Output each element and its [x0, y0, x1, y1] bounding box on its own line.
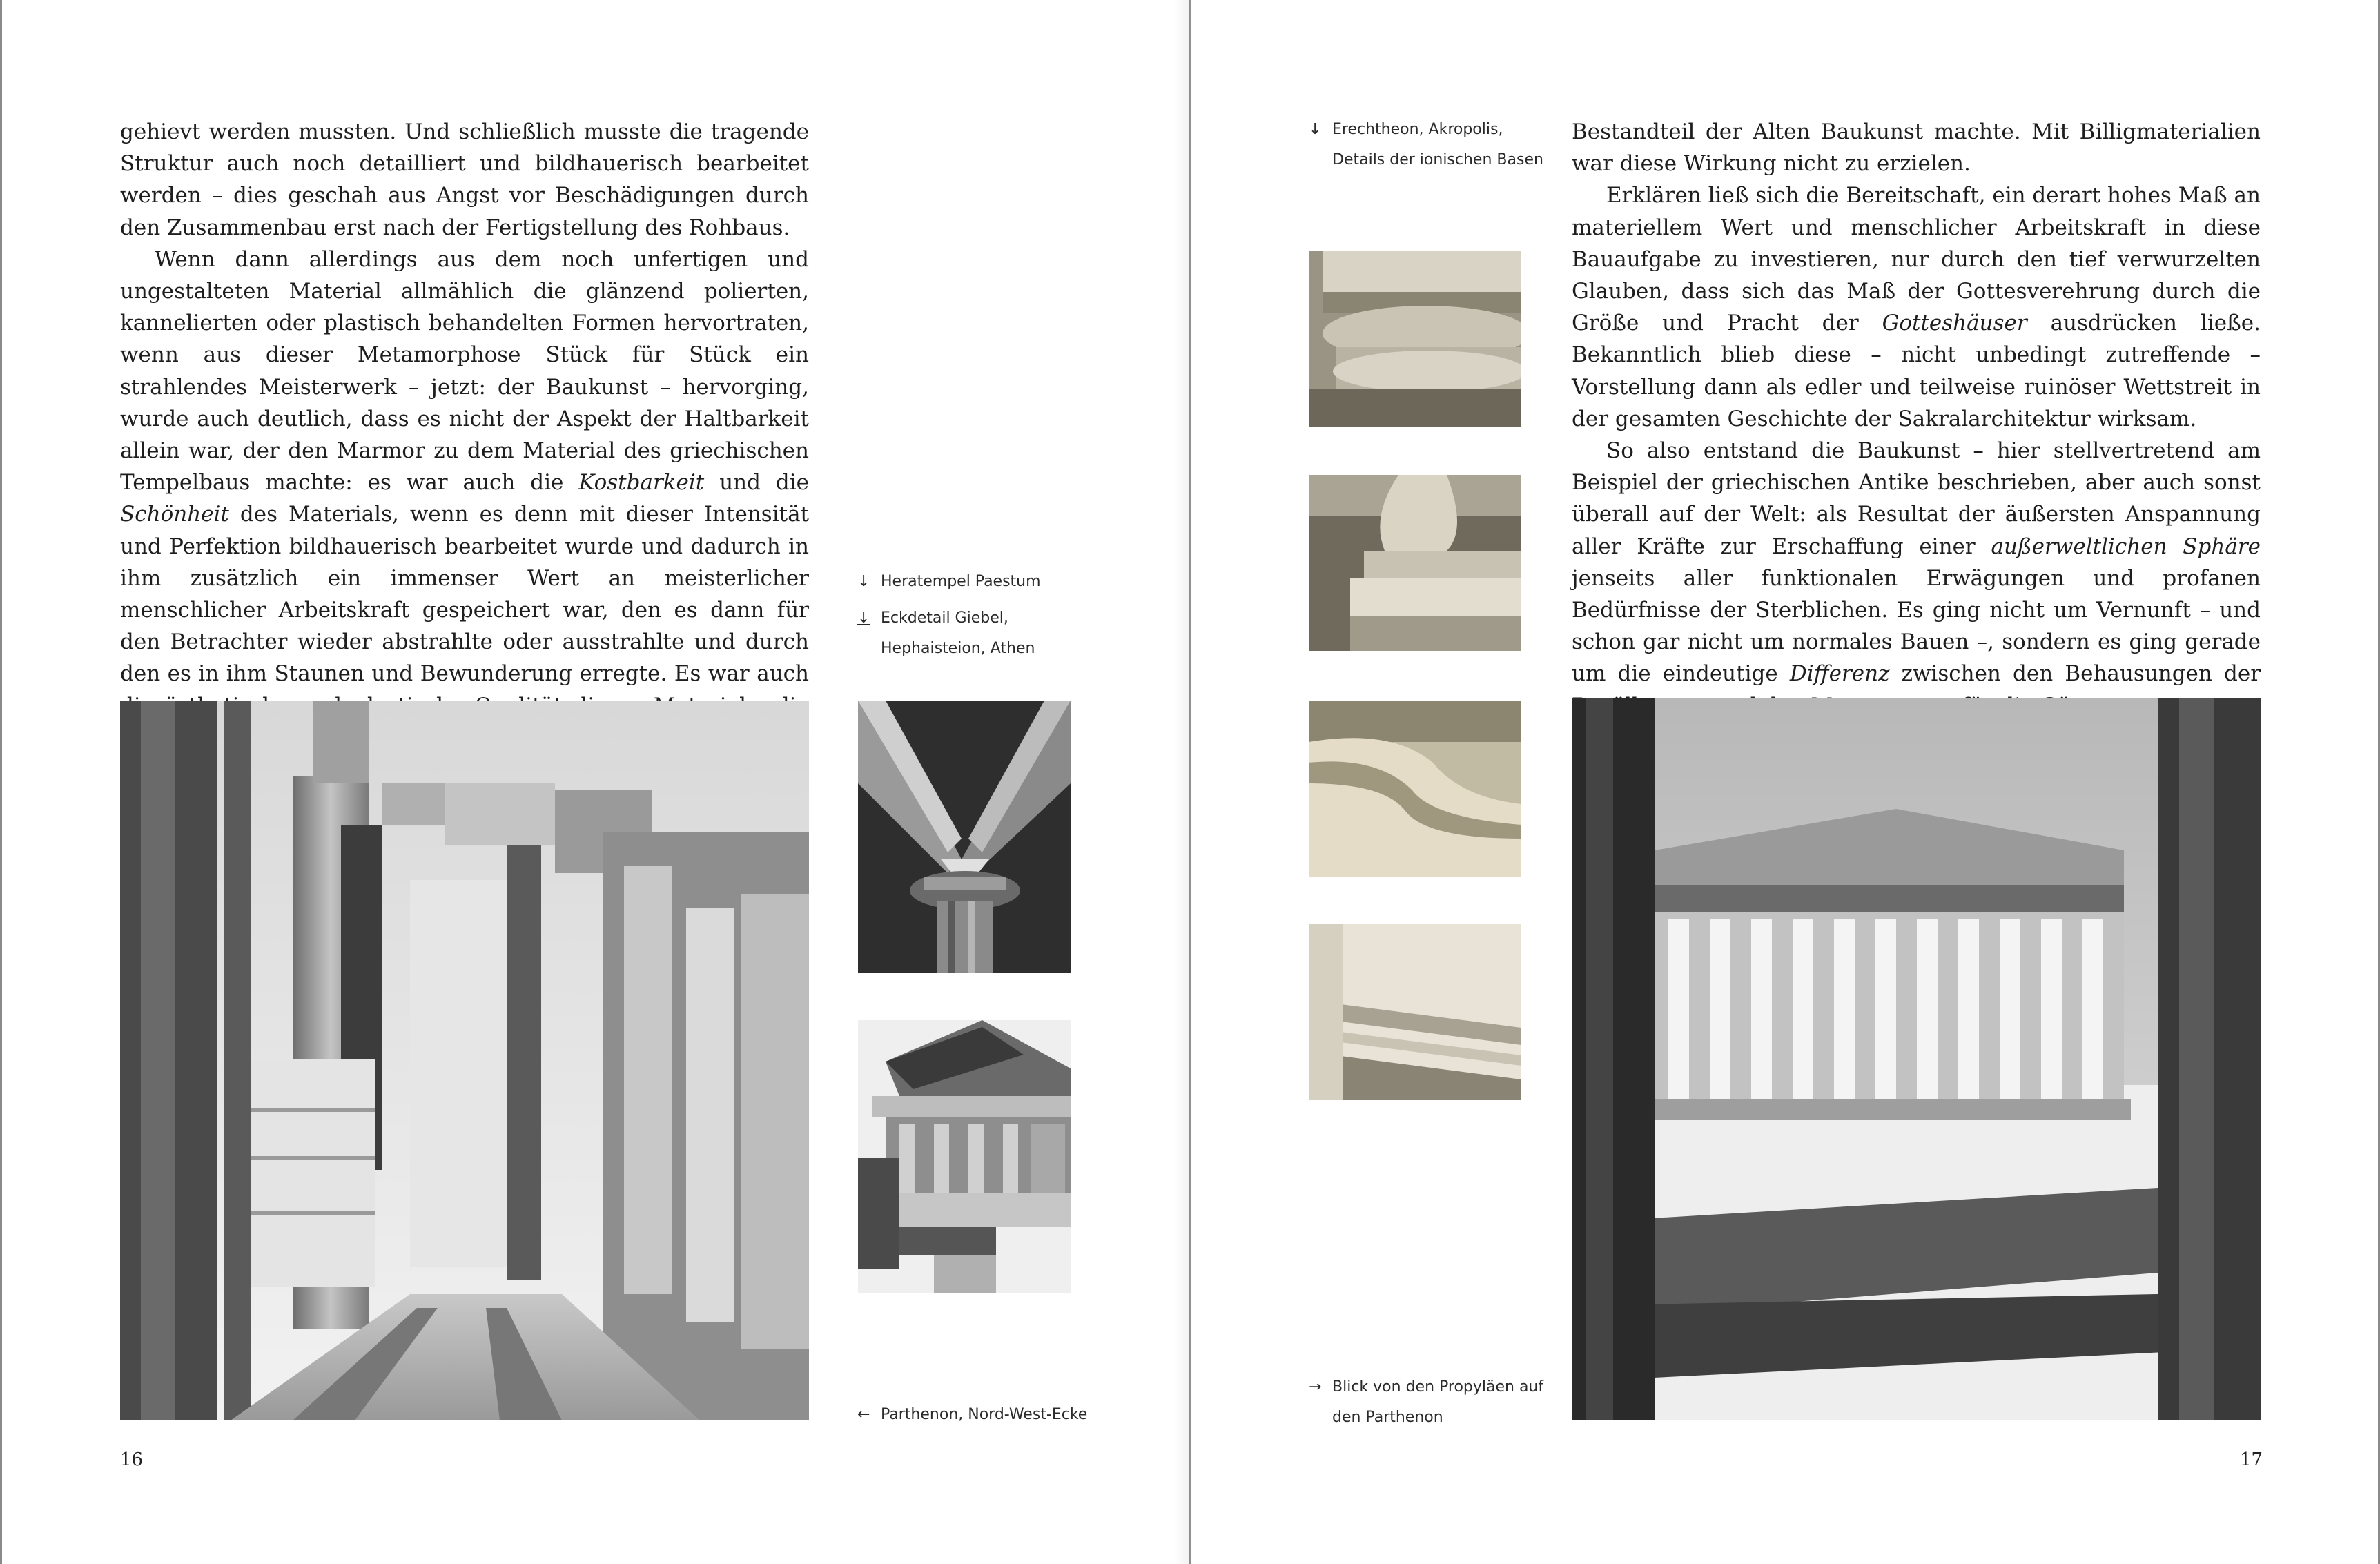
emphasis-schoenheit: Schönheit	[120, 502, 229, 527]
page-number-right: 17	[2240, 1449, 2263, 1470]
photo-ionic-base-detail-1	[1309, 251, 1521, 427]
caption-heratempel-paestum	[857, 567, 1041, 597]
caption-erechtheon-line-2: Details der ionischen Basen	[1332, 151, 1543, 168]
right-paragraph-1: Bestandteil der Alten Baukunst machte. Mit Billigmaterialien war diese Wirkung nicht zu erzielen.	[1572, 119, 2261, 177]
caption-propylaeen-line-1: Blick von den Propyläen auf	[1332, 1378, 1544, 1396]
caption-parthenon-nord-west-ecke	[857, 1400, 1087, 1430]
caption-erechtheon	[1309, 115, 1543, 175]
caption-propylaeen-line-2: den Parthenon	[1332, 1409, 1443, 1426]
photo-heratempel-paestum	[858, 701, 1071, 973]
arrow-left-icon: ←	[857, 1406, 870, 1423]
left-page-body-text	[120, 116, 809, 754]
caption-parthenon-nw-text: Parthenon, Nord-West-Ecke	[881, 1406, 1088, 1423]
photo-ionic-base-detail-2	[1309, 475, 1521, 651]
photo-eckdetail-giebel-hephaisteion	[858, 1020, 1071, 1293]
left-paragraph-1: gehievt werden mussten. Und schließlich musste die tragende Struktur auch noch detailliert und bildhauerisch bearbeitet werden – dies geschah aus Angst vor Beschädigungen durch den Zusammenbau erst nach der Fertigstellung des Rohbaus.	[120, 119, 809, 240]
arrow-right-icon: →	[1309, 1378, 1322, 1396]
emphasis-ausserweltlichen-sphaere: außerweltlichen Sphäre	[1991, 534, 2261, 559]
photo-ionic-base-detail-4	[1309, 924, 1521, 1100]
arrow-down-icon: ↓	[857, 609, 870, 627]
caption-eckdetail-giebel	[857, 603, 1035, 664]
arrow-down-icon: ↓	[1309, 121, 1322, 138]
caption-eckdetail-line-2: Hephaisteion, Athen	[881, 640, 1035, 657]
right-page-body-text	[1572, 116, 2261, 722]
caption-erechtheon-line-1: Erechtheon, Akropolis,	[1332, 121, 1503, 138]
photo-blick-propylaeen-parthenon	[1572, 698, 2261, 1420]
caption-blick-propylaeen	[1309, 1372, 1543, 1433]
page-number-left: 16	[120, 1449, 144, 1470]
caption-eckdetail-line-1: Eckdetail Giebel,	[881, 609, 1008, 627]
spine-shadow	[1173, 0, 1189, 1564]
photo-ionic-base-detail-3	[1309, 701, 1521, 877]
arrow-down-icon: ↓	[857, 573, 870, 590]
emphasis-gotteshaeuser: Gotteshäuser	[1882, 311, 2027, 336]
photo-parthenon-north-west-corner	[120, 701, 809, 1420]
right-paragraph-2: Erklären ließ sich die Bereitschaft, ein derart hohes Maß an materiellem Wert und menschlicher Arbeitskraft in diese Bauaufgabe zu investieren, nur durch den tief verwurzelten Glauben, dass sich das Maß der Gottesverehrung durch die Größe und Pracht der Gotteshäuser ausdrücken ließe. Bekanntlich blieb diese – nicht unbedingt zutreffende – Vorstellung dann als edler und teilweise ruinöser Wettstreit in der gesamten Geschichte der Sakralarchitektur wirksam.	[1572, 183, 2261, 431]
left-paragraph-2: Wenn dann allerdings aus dem noch unfertigen und ungestalteten Material allmählich die glänzend polierten, kannelierten oder plastisch behandelten Formen hervortraten, wenn aus dieser Metamorphose Stück für Stück ein strahlendes Meisterwerk – jetzt: der Baukunst – hervorging, wurde auch deutlich, dass es nicht der Aspekt der Haltbarkeit allein war, der den Marmor zu dem Material des griechischen Tempelbaus machte: es war auch die Kostbarkeit und die Schönheit des Materials, wenn es denn mit dieser Intensität und Perfektion bildhauerisch bearbeitet wurde und dadurch in ihm zusätzlich ein immenser Wert an meisterlicher menschlicher Arbeitskraft gespeichert war, den es dann für den Betrachter wieder abstrahlte oder ausstrahlte und durch den es in ihm Staunen und Bewunderung erregte. Es war auch	[120, 246, 810, 687]
emphasis-differenz: Differenz	[1789, 661, 1890, 687]
book-spine	[1189, 0, 1191, 1564]
emphasis-kostbarkeit: Kostbarkeit	[578, 470, 705, 496]
right-paragraph-3: So also entstand die Baukunst – hier stellvertretend am Beispiel der griechischen Antike beschrieben, aber auch sonst überall auf der Welt: als Resultat der äußersten Anspannung aller Kräfte zur Erschaffung einer außerweltlichen Sphäre jenseits aller funktionalen Erwägungen und profanen Bedürfnisse der Sterblichen. Es ging nicht um Vernunft – und schon gar nicht um normales Bauen –, sondern es ging gerade um die eindeutige Differenz zwischen den Behausungen der	[1572, 438, 2261, 687]
left-book-edge	[0, 0, 2, 1564]
caption-heratempel-text: Heratempel Paestum	[881, 573, 1041, 590]
